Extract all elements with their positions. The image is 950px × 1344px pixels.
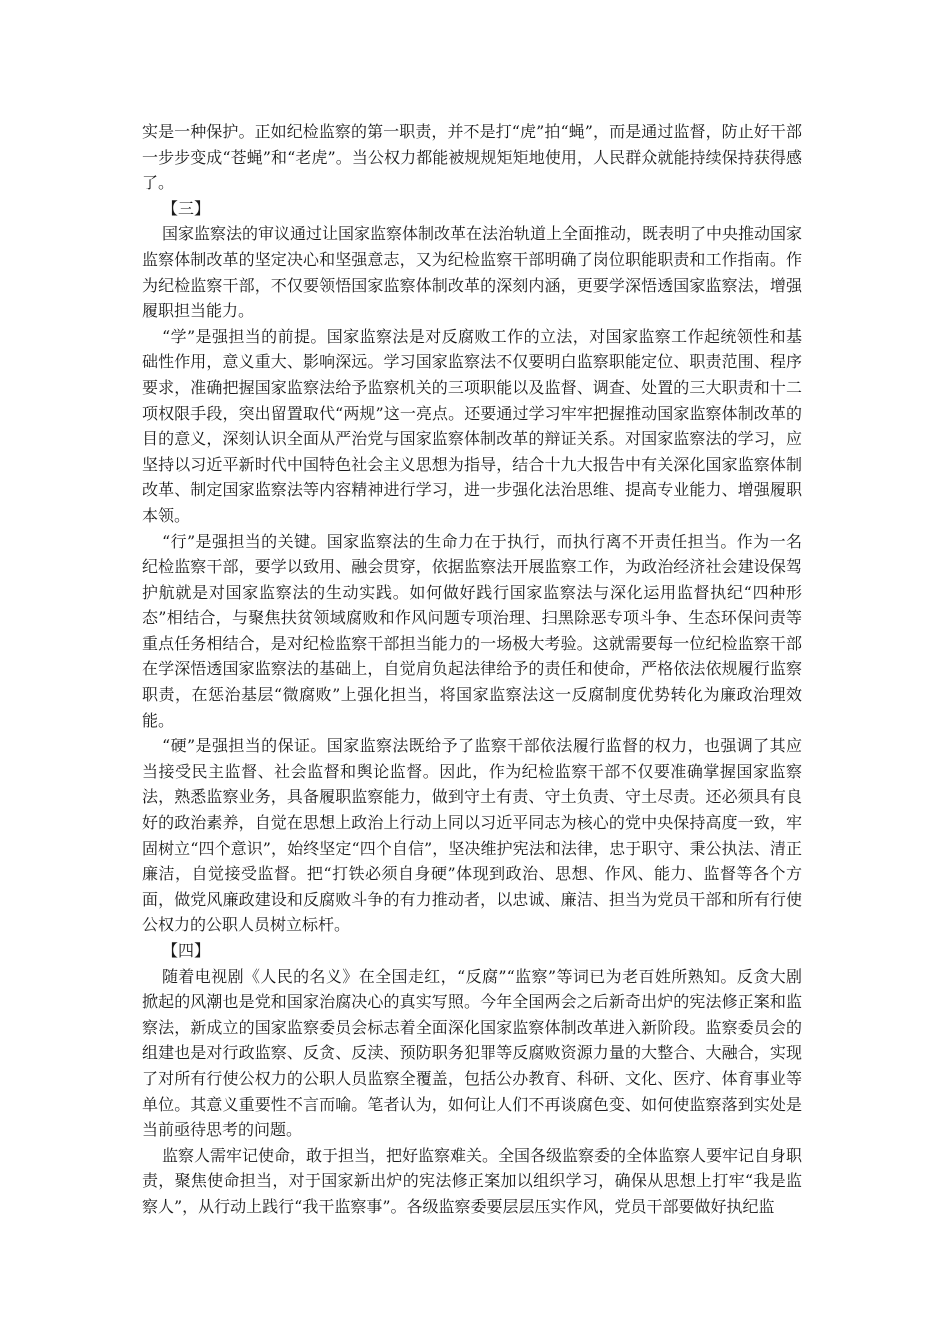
- paragraph-continuation: 实是一种保护。正如纪检监察的第一职责，并不是打“虎”拍“蝇”，而是通过监督，防止好干部一步步变成“苍蝇”和“老虎”。当公权力都能被规规矩矩地使用，人民群众就能持续保持获得感了。: [142, 122, 802, 193]
- paragraph-learn: “学”是强担当的前提。国家监察法是对反腐败工作的立法，对国家监察工作起统领性和基础性作用，意义重大、影响深远。学习国家监察法不仅要明白监察职能定位、职责范围、程序要求，准确把握国家监察法给予监察机关的三项职能以及监督、调查、处置的三大职责和十二项权限手段，突出留置取代“两规”这一亮点。还要通过学习牢牢把握推动国家监察体制改革的目的意义，深刻认识全面从严治党与国家监察体制改革的辩证关系。对国家监察法的学习，应坚持以习近平新时代中国特色社会主义思想为指导，结合十九大报告中有关深化国家监察体制改革、制定国家监察法等内容精神进行学习，进一步强化法治思维、提高专业能力、增强履职本领。: [142, 326, 802, 525]
- section-heading-4: 【四】: [162, 941, 211, 960]
- section-heading-3: 【三】: [162, 198, 211, 218]
- paragraph-hard: “硬”是强担当的保证。国家监察法既给予了监察干部依法履行监督的权力，也强调了其应当接受民主监督、社会监督和舆论监督。因此，作为纪检监察干部不仅要准确掌握国家监察法，熟悉监察业务，具备履职监察能力，做到守土有责、守土负责、守土尽责。还必须具有良好的政治素养，自觉在思想上政治上行动上同以习近平同志为核心的党中央保持高度一致，牢固树立“四个意识”，始终坚定“四个自信”，坚决维护宪法和法律，忠于职守、秉公执法、清正廉洁，自觉接受监督。把“打铁必须自身硬”体现到政治、思想、作风、能力、监督等各个方面，做党风廉政建设和反腐败斗争的有力推动者，以忠诚、廉洁、担当为党员干部和所有行使公权力的公职人员树立标杆。: [142, 736, 802, 935]
- paragraph-practice: “行”是强担当的关键。国家监察法的生命力在于执行，而执行离不开责任担当。作为一名纪检监察干部，要学以致用、融会贯穿，依据监察法开展监察工作，为政治经济社会建设保驾护航就是对国家监察法的生动实践。如何做好践行国家监察法与深化运用监督执纪“四种形态”相结合，与聚焦扶贫领域腐败和作风问题专项治理、扫黑除恶专项斗争、生态环保问责等重点任务相结合，是对纪检监察干部担当能力的一场极大考验。这就需要每一位纪检监察干部在学深悟透国家监察法的基础上，自觉肩负起法律给予的责任和使命，严格依法依规履行监察职责，在惩治基层“微腐败”上强化担当，将国家监察法这一反腐制度优势转化为廉政治理效能。: [142, 531, 802, 730]
- paragraph-mission: 监察人需牢记使命，敢于担当，把好监察难关。全国各级监察委的全体监察人要牢记自身职责，聚焦使命担当，对于国家新出炉的宪法修正案加以组织学习，确保从思想上打牢“我是监察人”，从行动上践行“我干监察事”。各级监察委要层层压实作风，党员干部要做好执纪监: [142, 1145, 803, 1216]
- document-body: [142, 119, 802, 1220]
- paragraph-intro-3: 国家监察法的审议通过让国家监察体制改革在法治轨道上全面推动，既表明了中央推动国家监察体制改革的坚定决心和坚强意志，又为纪检监察干部明确了岗位职能职责和工作指南。作为纪检监察干部，不仅要领悟国家监察体制改革的深刻内涵，更要学深悟透国家监察法，增强履职担当能力。: [142, 224, 803, 321]
- paragraph-intro-4: 随着电视剧《人民的名义》在全国走红，“反腐”“监察”等词已为老百姓所熟知。反贪大剧掀起的风潮也是党和国家治腐决心的真实写照。今年全国两会之后新奇出炉的宪法修正案和监察法，新成立的国家监察委员会标志着全面深化国家监察体制改革进入新阶段。监察委员会的组建也是对行政监察、反贪、反渎、预防职务犯罪等反腐败资源力量的大整合、大融合，实现了对所有行使公权力的公职人员监察全覆盖，包括公办教育、科研、文化、医疗、体育事业等单位。其意义重要性不言而喻。笔者认为，如何让人们不再谈腐色变、如何使监察落到实处是当前亟待思考的问题。: [142, 966, 802, 1140]
